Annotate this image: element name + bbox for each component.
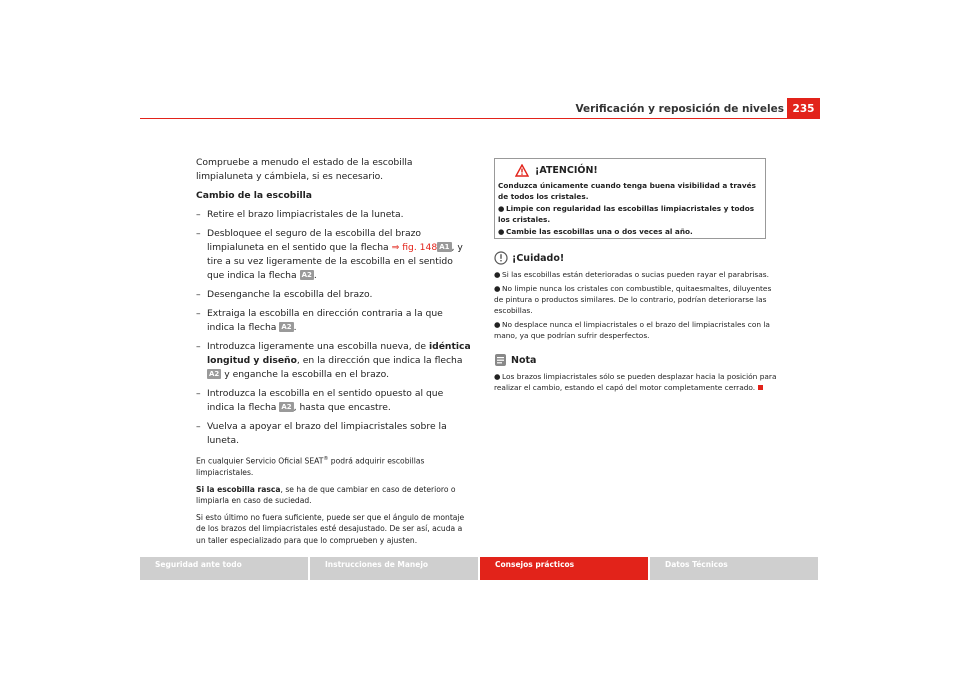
warning-item-text: Limpie con regularidad las escobillas limpiacristales y todos los cristales. [498,204,755,224]
step-text: y enganche la escobilla en el brazo. [221,369,389,380]
footer-tab-instrucciones[interactable]: Instrucciones de Manejo [310,557,478,580]
warning-box [494,158,766,239]
header-rule [140,118,820,119]
note-section [494,353,784,393]
care-item [494,319,774,341]
step-2 [196,227,472,283]
warning-text: Conduzca únicamente cuando tenga buena visibilidad a través de todos los cristales. [498,181,756,201]
care-item-text: No desplace nunca el limpiacristales o el brazo del limpiacristales con la mano, ya que podrían sufrir desperfectos. [494,320,770,340]
note-paragraph [196,484,472,507]
footer-tab-consejos[interactable]: Consejos prácticos [480,557,648,580]
note-icon [494,353,507,367]
arrow-badge-a2: A2 [281,403,292,411]
exclamation-icon [494,251,508,265]
step-text: Desbloquee el seguro de la escobilla del brazo limpialuneta en el sentido que la flecha [207,228,422,253]
footer-tab-seguridad[interactable]: Seguridad ante todo [140,557,308,580]
footer-tab-datos[interactable]: Datos Técnicos [650,557,818,580]
care-item-text: No limpie nunca los cristales con combustible, quitaesmaltes, diluyentes de pintura o productos similares. De lo contrario, podrían deteriorarse las escobillas. [494,284,772,315]
section-heading: Cambio de la escobilla [196,190,312,201]
footer-nav [140,557,820,580]
care-section [494,251,774,344]
step-text: Desenganche la escobilla del brazo. [207,289,373,300]
dash: – [196,209,201,220]
step-5 [196,340,472,382]
arrow-badge-a2: A2 [301,271,312,279]
step-text: , y tire a su vez ligeramente de la escobilla en el sentido que indica la flecha [207,242,463,281]
note-paragraph: Si esto último no fuera suficiente, puede ser que el ángulo de montaje de los brazos del limpiacristales esté desajustado. De ser así, acuda a un taller especializado para que lo comprueben y ajusten. [196,512,465,545]
step-6 [196,387,472,415]
note-item [494,371,784,393]
dash: – [196,289,201,300]
note-bold-text: Si la escobilla rasca [196,484,281,494]
warning-item [498,203,764,225]
warning-title: ¡ATENCIÓN! [535,165,598,176]
step-text: Introduzca ligeramente una escobilla nueva, de [207,341,429,352]
dash: – [196,341,201,352]
note-text: En cualquier Servicio Oficial SEAT [196,456,324,466]
step-text: Introduzca la escobilla en el sentido opuesto al que indica la flecha [207,388,444,413]
note-header [494,353,784,367]
care-item-text: Si las escobillas están deterioradas o sucias pueden rayar el parabrisas. [502,270,769,279]
note-title: Nota [511,354,537,366]
care-item [494,283,774,316]
note-text: podrá adquirir escobillas limpiacristales. [196,456,425,478]
step-text: Retire el brazo limpiacristales de la luneta. [207,209,404,220]
bullet: ● [494,284,501,293]
bullet: ● [498,227,505,236]
arrow-badge-a2: A2 [281,323,292,331]
end-mark [758,385,763,390]
bullet: ● [494,320,501,329]
header-title: Verificación y reposición de niveles [575,103,784,115]
dash: – [196,421,201,432]
warning-header [515,164,598,177]
bullet: ● [494,372,501,381]
intro-text: Compruebe a menudo el estado de la escobilla limpialuneta y cámbiela, si es necesario. [196,157,413,182]
warning-triangle-icon [515,164,529,177]
arrow-badge-a2: A2 [209,370,220,378]
note-item-text: Los brazos limpiacristales sólo se pueden desplazar hacia la posición para realizar el cambio, estando el capó del motor completamente cerrado. [494,372,777,392]
warning-body [498,180,764,238]
figure-reference-link[interactable]: ⇒ fig. 148 [391,242,438,253]
care-item [494,269,774,280]
dash: – [196,388,201,399]
additional-notes [196,454,472,546]
period: . [293,322,297,333]
step-4 [196,307,472,335]
step-7 [196,420,472,448]
step-text: Extraiga la escobilla en dirección contraria a la que indica la flecha [207,308,443,333]
warning-item-text: Cambie las escobillas una o dos veces al año. [506,227,693,236]
dash: – [196,308,201,319]
note-text: , se ha de que cambiar en caso de deterioro o limpiarla en caso de suciedad. [196,484,456,506]
step-text: , hasta que encastre. [293,402,391,413]
left-column [196,156,472,551]
step-3 [196,288,472,302]
step-1 [196,208,472,222]
step-text: Vuelva a apoyar el brazo del limpiacristales sobre la luneta. [207,421,447,446]
dash: – [196,228,201,239]
care-title: ¡Cuidado! [512,252,565,264]
registered-mark: ® [323,456,329,462]
care-header [494,251,774,265]
warning-item [498,226,764,237]
bullet: ● [494,270,501,279]
period: . [313,270,317,281]
step-bold-text: idéntica longitud y diseño [207,341,471,366]
step-text: , en la dirección que indica la flecha [296,355,463,366]
page-number: 235 [787,98,820,118]
note-paragraph [196,454,472,479]
bullet: ● [498,204,505,213]
arrow-badge-a1: A1 [439,243,450,251]
